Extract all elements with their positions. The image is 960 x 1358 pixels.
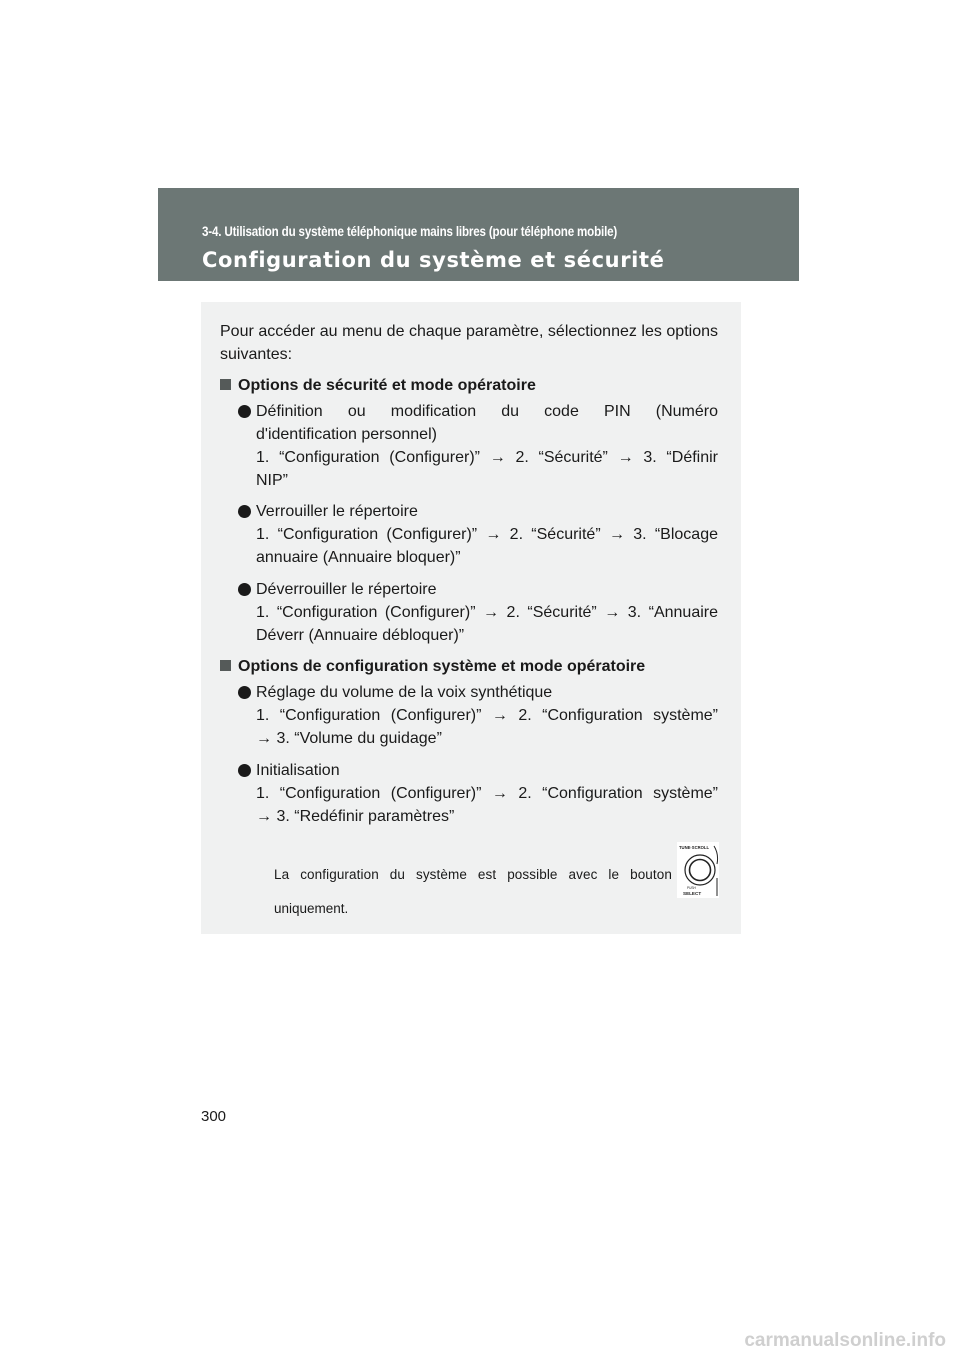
square-bullet-icon	[220, 379, 231, 390]
item-line: 1. “Configuration (Configurer)” → 2. “Sécurité” → 3. “Blocage	[256, 526, 718, 543]
knob-label-bottom: SELECT	[683, 891, 702, 896]
section-heading-label: Options de sécurité et mode opératoire	[238, 377, 536, 394]
item-line: 1. “Configuration (Configurer)” → 2. “Configuration système”	[256, 785, 718, 802]
bullet-icon	[238, 505, 251, 518]
page-title: Configuration du système et sécurité	[202, 248, 665, 272]
section-label: 3-4. Utilisation du système téléphonique mains libres (pour téléphone mobile)	[202, 224, 618, 239]
item-line: Définition ou modification du code PIN (Numéro	[256, 403, 718, 420]
item-line: Déverrouiller le répertoire	[256, 581, 437, 598]
item-line: → 3. “Volume du guidage”	[256, 730, 442, 747]
square-bullet-icon	[220, 660, 231, 671]
note-text	[274, 858, 672, 926]
item-line: d'identification personnel)	[256, 426, 437, 443]
bullet-icon	[238, 764, 251, 777]
watermark: carmanualsonline.info	[744, 1330, 946, 1351]
item-line: Réglage du volume de la voix synthétique	[256, 684, 553, 701]
knob-label-push: PUSH	[687, 886, 696, 890]
page-number: 300	[201, 1108, 227, 1125]
item-line: NIP”	[256, 472, 288, 489]
header-band	[158, 188, 799, 281]
tune-scroll-knob-icon	[677, 842, 719, 898]
bullet-icon	[238, 686, 251, 699]
content-box	[201, 302, 741, 934]
item-line: Initialisation	[256, 762, 340, 779]
bullet-icon	[238, 583, 251, 596]
section-heading-label: Options de configuration système et mode opératoire	[238, 658, 646, 675]
intro-text: Pour accéder au menu de chaque paramètre, sélectionnez les options suivantes:	[220, 323, 718, 363]
section-heading-system	[220, 655, 645, 678]
item-line: 1. “Configuration (Configurer)” → 2. “Sécurité” → 3. “Définir	[256, 449, 718, 466]
section-heading-security	[220, 374, 536, 397]
item-line: Déverr (Annuaire débloquer)”	[256, 627, 465, 644]
item-line: 1. “Configuration (Configurer)” → 2. “Sécurité” → 3. “Annuaire	[256, 604, 718, 621]
item-line: → 3. “Redéfinir paramètres”	[256, 808, 455, 825]
item-line: 1. “Configuration (Configurer)” → 2. “Configuration système”	[256, 707, 718, 724]
bullet-icon	[238, 405, 251, 418]
note-line: uniquement.	[274, 901, 349, 916]
knob-label-top: TUNE·SCROLL	[679, 845, 710, 850]
item-line: Verrouiller le répertoire	[256, 503, 418, 520]
item-line: annuaire (Annuaire bloquer)”	[256, 549, 461, 566]
note-line: La configuration du système est possible avec le bouton	[274, 867, 672, 882]
